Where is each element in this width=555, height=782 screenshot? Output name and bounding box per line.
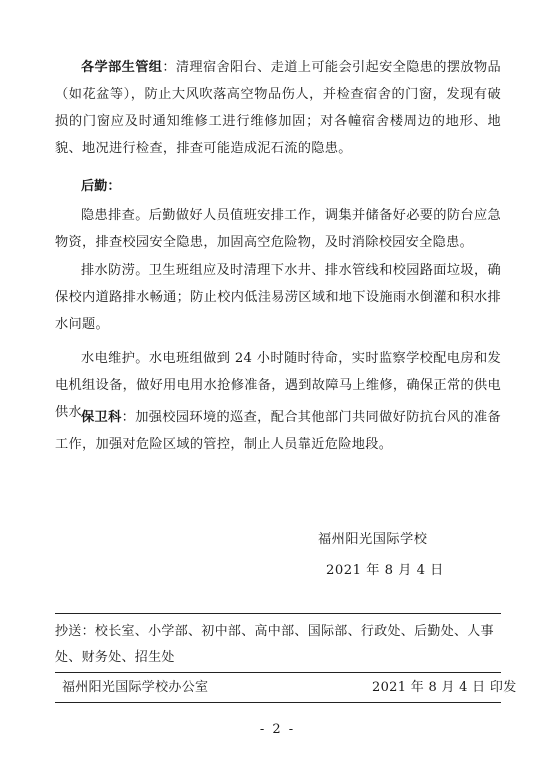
utility-paragraph: 水电维护。水电班组做到 24 小时随时待命，实时监察学校配电房和发电机组设备，做好用电用水抢修准备，遇到故障马上维修，确保正常的供电供水。 [55, 351, 501, 420]
security-label: 保卫科 [81, 410, 122, 425]
signature-org: 福州阳光国际学校 [318, 532, 428, 547]
dept-management-paragraph [55, 54, 501, 162]
security-paragraph [55, 404, 501, 458]
footer-middle-rule [55, 672, 501, 673]
print-date: 2021 年 8 月 4 日 印发 [372, 680, 517, 695]
hazard-paragraph: 隐患排查。后勤做好人员值班安排工作，调集并储备好必要的防台应急物资，排查校园安全隐患，加固高空危险物，及时消除校园安全隐患。 [55, 208, 501, 250]
dept-management-text: ：清理宿舍阳台、走道上可能会引起安全隐患的摆放物品（如花盆等），防止大风吹落高空物品伤人，并检查宿舍的门窗，发现有破损的门窗应及时通知维修工进行维修加固；对各幢宿舍楼周边的地形、地貌、地况进行检查，排查可能造成泥石流的隐患。 [55, 60, 501, 156]
logistics-heading: 后勤： [81, 179, 121, 194]
cc-list: 抄送：校长室、小学部、初中部、高中部、国际部、行政处、后勤处、人事处、财务处、招生处 [55, 624, 494, 665]
footer-top-rule [55, 613, 501, 614]
security-text: ：加强校园环境的巡查，配合其他部门共同做好防抗台风的准备工作，加强对危险区域的管控，制止人员靠近危险地段。 [55, 410, 501, 452]
signature-date: 2021 年 8 月 4 日 [326, 563, 444, 578]
footer-bottom-rule [55, 702, 501, 703]
drainage-paragraph: 排水防涝。卫生班组应及时清理下水井、排水管线和校园路面垃圾，确保校内道路排水畅通；防止校内低洼易涝区域和地下设施雨水倒灌和积水排水问题。 [55, 263, 501, 332]
issuer-office: 福州阳光国际学校办公室 [62, 680, 209, 695]
dept-management-label: 各学部生管组 [81, 60, 163, 75]
page-number: - 2 - [259, 722, 296, 737]
